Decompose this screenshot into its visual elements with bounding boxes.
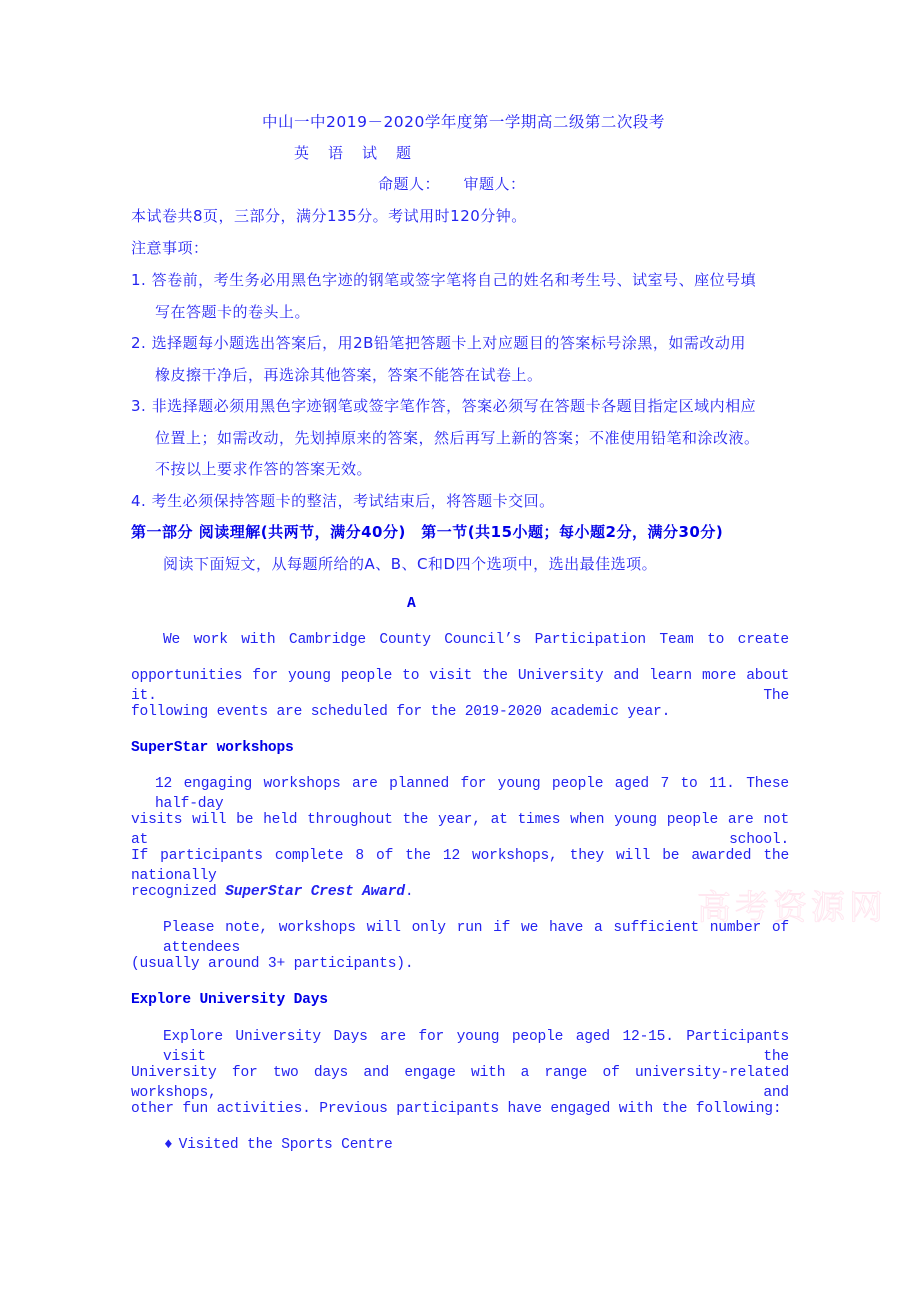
section-instruction: 阅读下面短文，从每题所给的A、B、C和D四个选项中，选出最佳选项。	[163, 555, 658, 573]
note-item-1-line1: 1. 答卷前，考生务必用黑色字迹的钢笔或签字笔将自己的姓名和考生号、试室号、座位号填	[131, 271, 757, 289]
subject-title: 英 语 试 题	[294, 144, 414, 162]
intro-text: 本试卷共8页，三部分，满分135分。考试用时120分钟。	[131, 207, 527, 225]
passage-intro-line-1: We work with Cambridge County Council’s Participation Team to create	[163, 632, 789, 648]
superstar-heading: SuperStar workshops	[131, 740, 294, 756]
passage-intro-line-2: opportunities for young people to visit the University and learn more about it. The	[131, 668, 789, 704]
superstar-line-4	[131, 882, 413, 902]
superstar-note-line-2: (usually around 3+ participants).	[131, 956, 414, 972]
superstar-line-4-suffix: .	[404, 884, 414, 900]
note-item-2-line1: 2. 选择题每小题选出答案后，用2B铅笔把答题卡上对应题目的答案标号涂黑，如需改动用	[131, 334, 746, 352]
exam-title: 中山一中2019－2020学年度第一学期高二级第二次段考	[262, 113, 665, 131]
superstar-note-line-1: Please note, workshops will only run if we have a sufficient number of attendees	[163, 920, 789, 956]
note-item-4-line1: 4. 考生必须保持答题卡的整洁，考试结束后，将答题卡交回。	[131, 492, 555, 510]
superstar-line-3: If participants complete 8 of the 12 workshops, they will be awarded the nationally	[131, 848, 789, 884]
explore-line-3: other fun activities. Previous participants have engaged with the following:	[131, 1101, 782, 1117]
note-item-3-line1: 3. 非选择题必须用黑色字迹钢笔或签字笔作答，答案必须写在答题卡各题目指定区域内相应	[131, 397, 757, 415]
explore-heading: Explore University Days	[131, 992, 328, 1008]
superstar-line-1: 12 engaging workshops are planned for young people aged 7 to 11. These half-day	[155, 776, 789, 812]
superstar-line-4-prefix: recognized	[131, 884, 226, 900]
award-name: SuperStar Crest Award	[225, 884, 405, 900]
note-item-3-line3: 不按以上要求作答的答案无效。	[155, 460, 373, 478]
section-heading: 第一部分 阅读理解(共两节，满分40分) 第一节(共15小题；每小题2分，满分30分)	[131, 523, 724, 541]
passage-label: A	[407, 596, 416, 612]
passage-intro-line-3: following events are scheduled for the 2019-2020 academic year.	[131, 704, 671, 720]
note-item-3-line2: 位置上；如需改动，先划掉原来的答案，然后再写上新的答案；不准使用铅笔和涂改液。	[155, 429, 760, 447]
authors-line: 命题人： 审题人：	[378, 175, 526, 193]
note-item-2-line2: 橡皮擦干净后，再选涂其他答案，答案不能答在试卷上。	[155, 366, 543, 384]
superstar-line-2: visits will be held throughout the year, at times when young people are not at school.	[131, 812, 789, 848]
diamond-bullet-icon: ♦	[164, 1137, 173, 1153]
note-item-1-line2: 写在答题卡的卷头上。	[155, 303, 311, 321]
watermark-text: 高考资源网	[697, 888, 887, 928]
bullet-text: Visited the Sports Centre	[178, 1137, 393, 1153]
explore-line-1: Explore University Days are for young people aged 12-15. Participants visit the	[163, 1029, 789, 1065]
explore-line-2: University for two days and engage with a range of university-related workshops, and	[131, 1065, 789, 1101]
bullet-item	[164, 1135, 393, 1155]
notes-heading: 注意事项：	[131, 239, 209, 257]
